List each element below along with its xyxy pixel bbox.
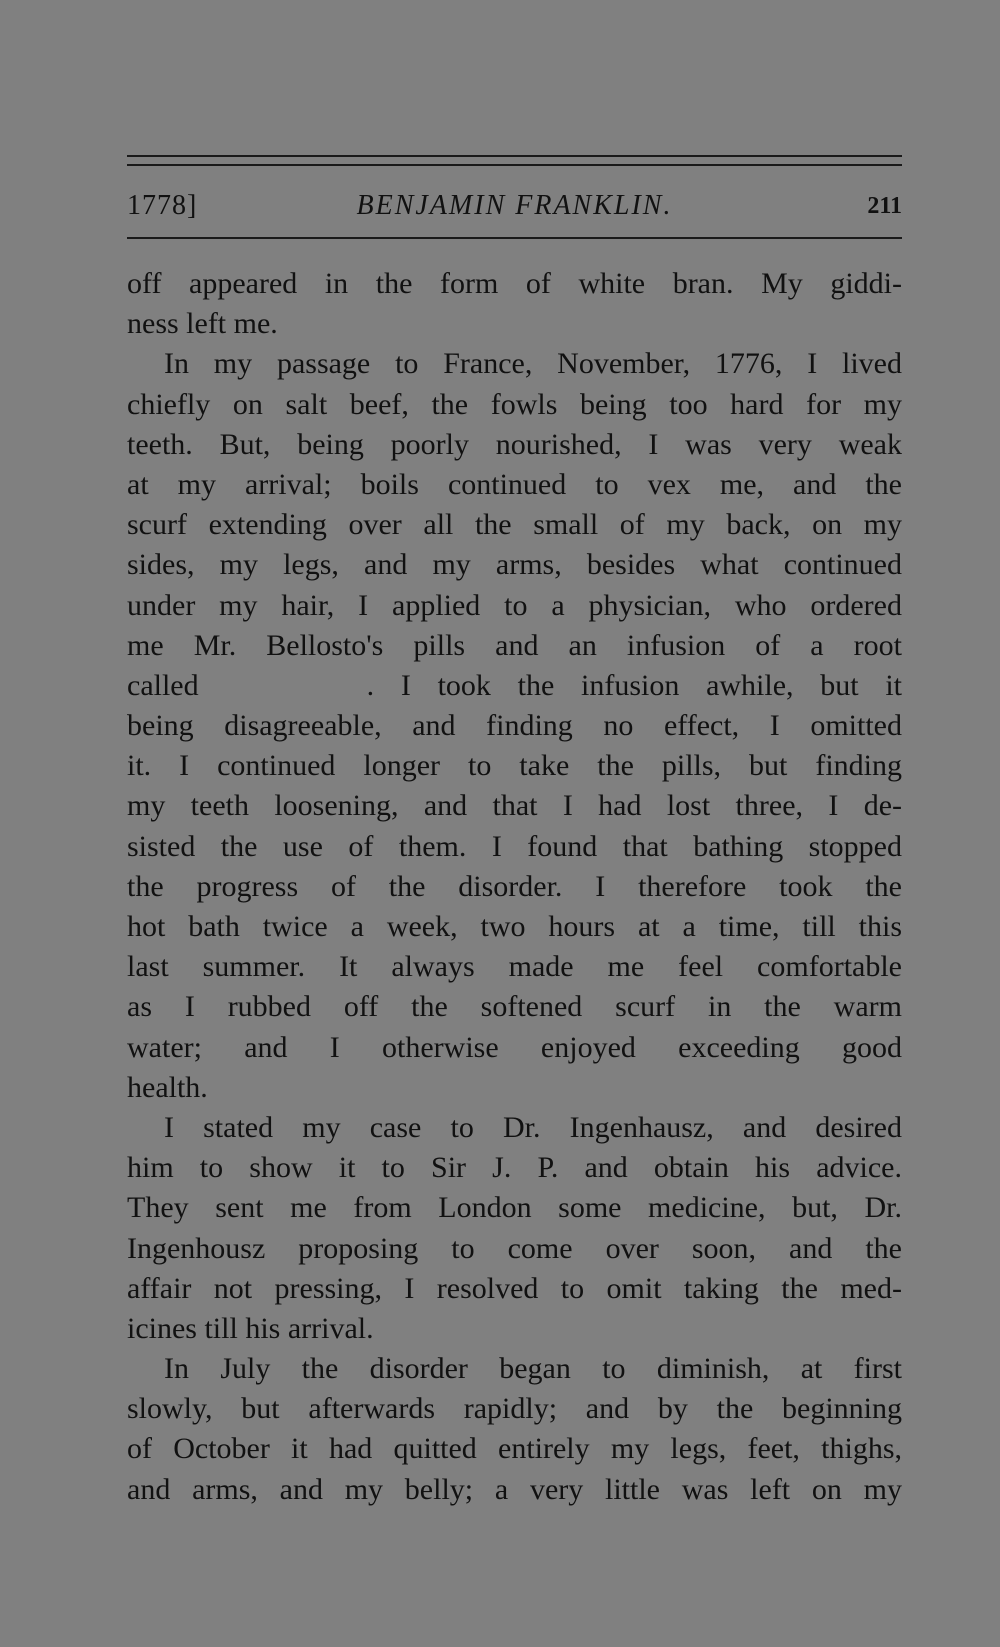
text-line: teeth. But, being poorly nourished, I was very weak	[127, 427, 902, 461]
text-line: icines till his arrival.	[127, 1311, 374, 1345]
text-line: and arms, and my belly; a very little was left on my	[127, 1472, 902, 1506]
running-head-year: 1778]	[127, 190, 198, 221]
page-number: 211	[867, 193, 902, 219]
text-line: affair not pressing, I resolved to omit taking the med-	[127, 1271, 902, 1305]
text-line: it. I continued longer to take the pills, but finding	[127, 749, 902, 783]
text-line: off appeared in the form of white bran. My giddi-	[127, 267, 902, 300]
text-line: of October it had quitted entirely my legs, feet, thighs,	[127, 1432, 902, 1466]
text-line: at my arrival; boils continued to vex me, and the	[127, 467, 902, 501]
text-fragment: called	[127, 668, 199, 702]
double-rule-bottom	[127, 164, 902, 166]
body-text	[127, 264, 902, 1510]
text-line: last summer. It always made me feel comfortable	[127, 950, 902, 984]
text-line: ness left me.	[127, 307, 278, 341]
text-line-with-blank	[127, 666, 902, 706]
text-line: They sent me from London some medicine, but, Dr.	[127, 1191, 902, 1225]
text-line: In my passage to France, November, 1776, I lived	[164, 347, 902, 381]
text-line: under my hair, I applied to a physician, who ordered	[127, 588, 902, 622]
text-fragment: . I took the infusion awhile, but it	[366, 668, 902, 702]
text-line: me Mr. Bellosto's pills and an infusion of a root	[127, 628, 902, 662]
text-line: I stated my case to Dr. Ingenhausz, and desired	[164, 1110, 902, 1144]
text-line: the progress of the disorder. I therefore took the	[127, 869, 902, 903]
head-rule	[127, 237, 902, 239]
running-head	[127, 186, 902, 226]
text-line: Ingenhousz proposing to come over soon, and the	[127, 1231, 902, 1265]
text-line: sisted the use of them. I found that bathing stopped	[127, 829, 902, 863]
text-line: sides, my legs, and my arms, besides what continued	[127, 548, 902, 582]
text-line: hot bath twice a week, two hours at a time, till this	[127, 910, 902, 943]
text-line: as I rubbed off the softened scurf in the warm	[127, 990, 902, 1024]
text-line: him to show it to Sir J. P. and obtain his advice.	[127, 1151, 902, 1185]
text-line: water; and I otherwise enjoyed exceeding good	[127, 1030, 902, 1064]
text-line: health.	[127, 1070, 208, 1104]
running-head-title: BENJAMIN FRANKLIN.	[356, 190, 673, 221]
text-line: scurf extending over all the small of my back, on my	[127, 508, 902, 542]
text-line: being disagreeable, and finding no effect, I omitted	[127, 709, 902, 743]
text-line: chiefly on salt beef, the fowls being too hard for my	[127, 387, 902, 421]
text-line: In July the disorder began to diminish, at first	[164, 1352, 902, 1386]
double-rule-top	[127, 155, 902, 157]
text-line: my teeth loosening, and that I had lost three, I de-	[127, 789, 902, 823]
text-line: slowly, but afterwards rapidly; and by the beginning	[127, 1392, 902, 1426]
